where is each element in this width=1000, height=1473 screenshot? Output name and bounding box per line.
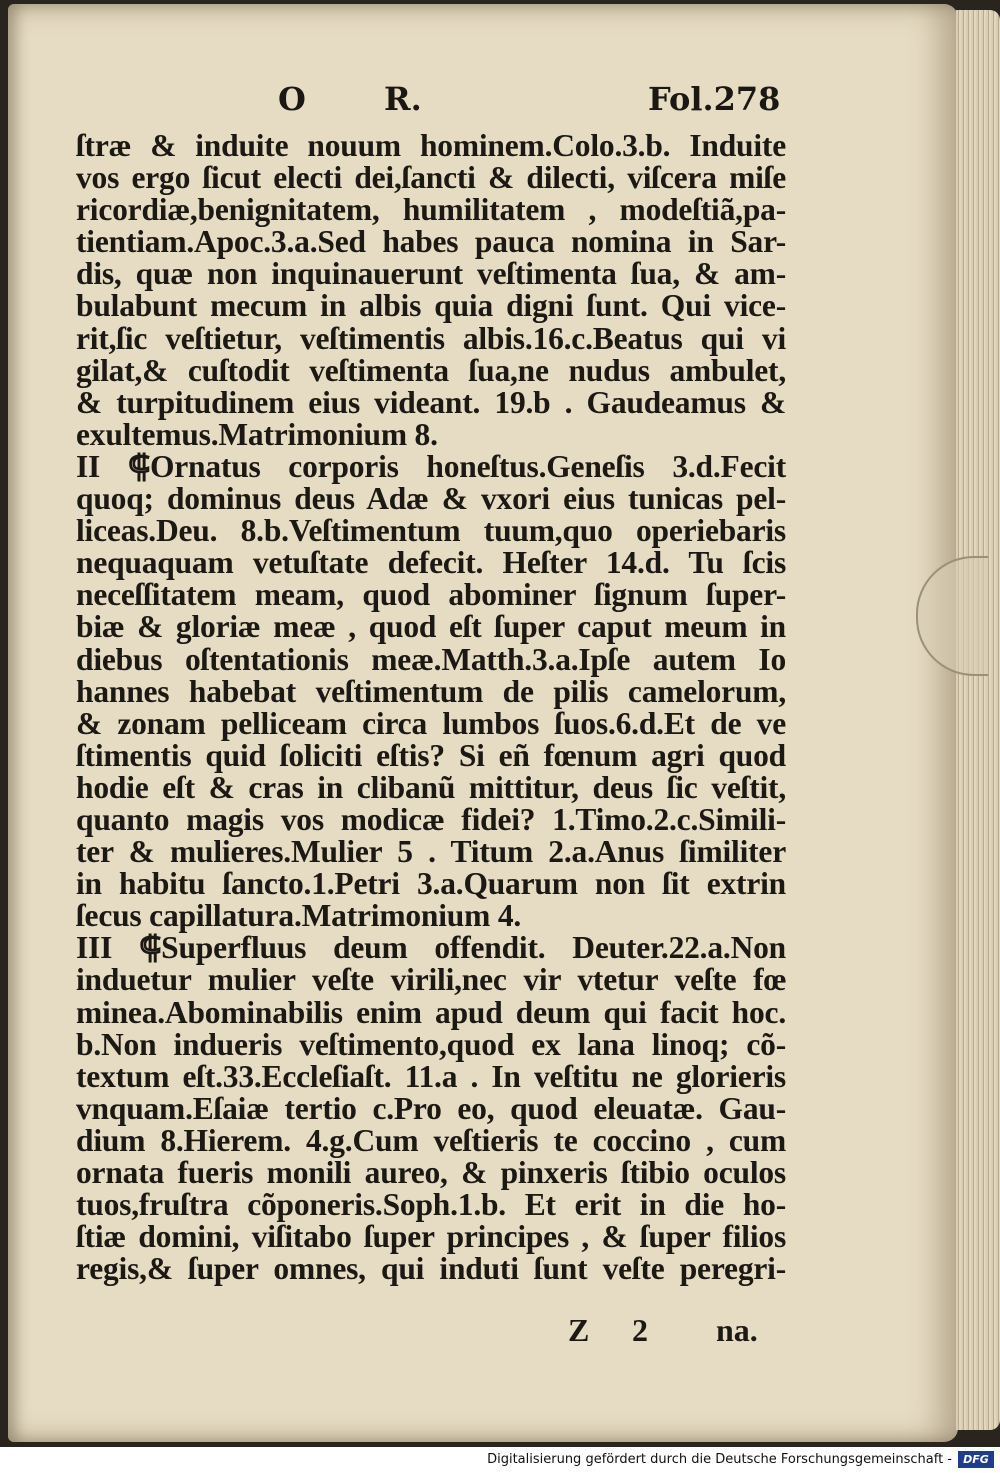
text-line: regis,& ſuper omnes, qui induti ſunt veſte peregri- (76, 1251, 786, 1287)
catchword: na. (716, 1312, 758, 1348)
text-line: hannes habebat veſtimentum de pilis camelorum, (76, 673, 786, 709)
body-text (76, 130, 786, 1285)
text-line: quanto magis vos modicæ fidei? 1.Timo.2.c.Simili- (76, 801, 786, 837)
text-line: exultemus.Matrimonium 8. (76, 416, 438, 452)
text-line: minea.Abominabilis enim apud deum qui facit hoc. (76, 994, 786, 1030)
text-line: nequaquam vetuſtate defecit. Heſter 14.d. Tu ſcis (76, 545, 786, 581)
text-line: tientiam.Apoc.3.a.Sed habes pauca nomina in Sar- (76, 224, 786, 260)
text-line: & zonam pelliceam circa lumbos ſuos.6.d.Et de ve (76, 705, 786, 741)
text-line: diebus oſtentationis meæ.Matth.3.a.Ipſe autem Io (76, 641, 786, 677)
text-line: in habitu ſancto.1.Petri 3.a.Quarum non ſit extrin (76, 866, 786, 902)
text-line: b.Non indueris veſtimento,quod ex lana linoq; cõ- (76, 1026, 786, 1062)
text-line: textum eſt.33.Eccleſiaſt. 11.a . In veſtitu ne glorieris (76, 1058, 786, 1094)
running-head-left: O (278, 80, 306, 118)
folio-number: Fol.278 (648, 80, 781, 118)
text-line: II ⸿Ornatus corporis honeſtus.Geneſis 3.d.Fecit (76, 448, 786, 484)
text-line: vos ergo ſicut electi dei,ſancti & dilecti, viſcera miſe (76, 160, 786, 196)
book-page (8, 4, 958, 1442)
page-edges (956, 10, 1000, 1430)
text-line: induetur mulier veſte virili,nec vir vtetur veſte fœ (76, 962, 786, 998)
signature-mark: Z (568, 1312, 590, 1348)
text-line: ſtiæ domini, viſitabo ſuper principes , & ſuper filios (76, 1219, 786, 1255)
footer-credit: Digitalisierung gefördert durch die Deutsche Forschungsgemeinschaft - (487, 1452, 952, 1467)
text-line: bulabunt mecum in albis quia digni ſunt. Qui vice- (76, 288, 786, 324)
text-line: liceas.Deu. 8.b.Veſtimentum tuum,quo operiebaris (76, 513, 786, 549)
signature-number: 2 (632, 1312, 648, 1348)
text-line: & turpitudinem eius videant. 19.b . Gaudeamus & (76, 384, 786, 420)
text-line: dis, quæ non inquinauerunt veſtimenta ſua, & am- (76, 256, 786, 292)
text-line: III ⸿Superfluus deum offendit. Deuter.22.a.Non (76, 930, 786, 966)
text-line: biæ & gloriæ meæ , quod eſt ſuper caput meum in (76, 609, 786, 645)
text-line: ſtimentis quid ſoliciti eſtis? Si eñ fœnum agri quod (76, 737, 786, 773)
running-head (88, 80, 781, 120)
text-line: rit,ſic veſtietur, veſtimentis albis.16.c.Beatus qui vi (76, 320, 786, 356)
footer-bar (0, 1447, 1000, 1473)
text-line: neceſſitatem meam, quod abominer ſignum ſuper- (76, 577, 786, 613)
dfg-logo-icon: DFG (958, 1451, 994, 1468)
text-line: ornata fueris monili aureo, & pinxeris ſtibio oculos (76, 1155, 786, 1190)
running-head-center: R. (384, 80, 422, 118)
text-line: vnquam.Eſaiæ tertio c.Pro eo, quod eleuatæ. Gau- (76, 1090, 786, 1126)
text-line: ſecus capillatura.Matrimonium 4. (76, 898, 522, 934)
text-line: tuos,fruſtra cõponeris.Soph.1.b. Et erit in die ho- (76, 1187, 786, 1223)
text-line: gilat,& cuſtodit veſtimenta ſua,ne nudus ambulet, (76, 352, 786, 388)
text-line: dium 8.Hierem. 4.g.Cum veſtieris te coccino , cum (76, 1122, 786, 1158)
text-line: ricordiæ,benignitatem, humilitatem , modeſtiã,pa- (76, 192, 786, 228)
text-line: hodie eſt & cras in clibanũ mittitur, deus ſic veſtit, (76, 769, 786, 805)
text-line: quoq; dominus deus Adæ & vxori eius tunicas pel- (76, 481, 786, 517)
text-line: ſtræ & induite nouum hominem.Colo.3.b. Induite (76, 128, 786, 163)
text-line: ter & mulieres.Mulier 5 . Titum 2.a.Anus ſimiliter (76, 834, 786, 870)
signature-line (568, 1312, 788, 1346)
